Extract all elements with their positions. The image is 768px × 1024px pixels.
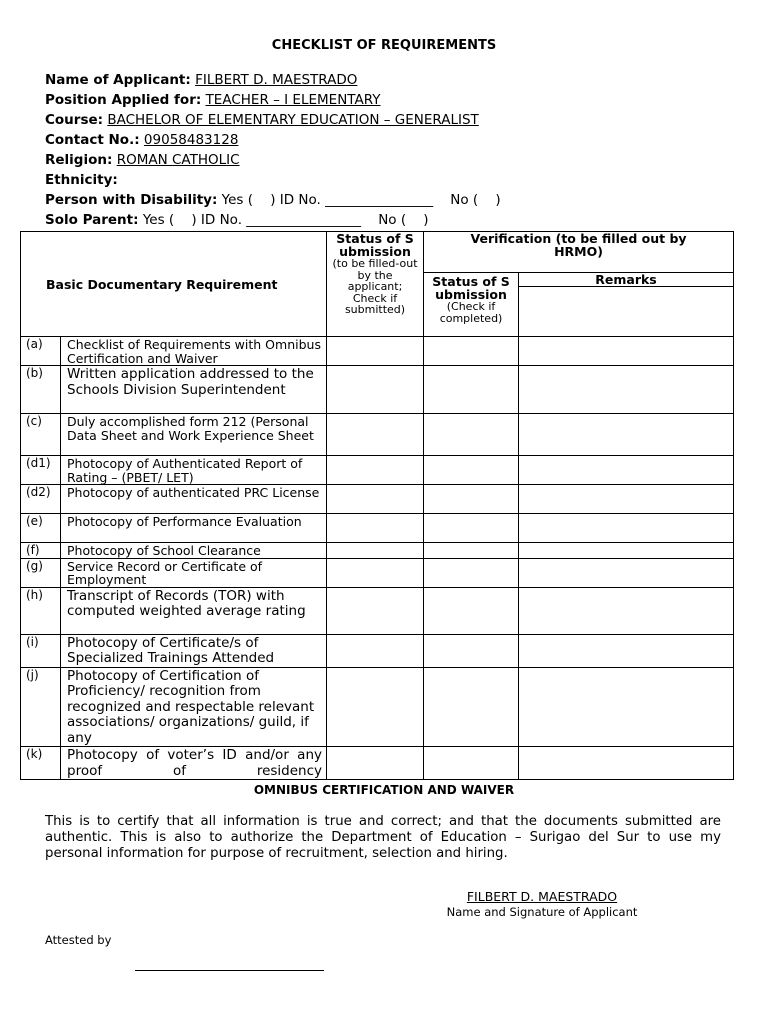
status-verified-cell[interactable] — [424, 456, 519, 485]
religion-label: Religion: — [45, 152, 113, 168]
pwd-row — [45, 190, 501, 210]
table-row — [21, 558, 734, 587]
status-verified-cell[interactable] — [424, 587, 519, 634]
page-title: CHECKLIST OF REQUIREMENTS — [271, 38, 497, 53]
row-requirement-text: Photocopy of voter’s ID and/or any proof of residency — [61, 747, 327, 780]
contact-row — [45, 130, 501, 150]
row-requirement-text: Written application addressed to the Schools Division Superintendent — [61, 366, 327, 414]
religion-value: ROMAN CATHOLIC — [116, 152, 240, 168]
course-row — [45, 110, 501, 130]
table-row — [21, 514, 734, 543]
contact-label: Contact No.: — [45, 132, 140, 148]
attested-signature-line — [135, 970, 324, 971]
status-applicant-cell[interactable] — [327, 456, 424, 485]
remarks-cell[interactable] — [519, 514, 734, 543]
table-row — [21, 414, 734, 456]
remarks-cell[interactable] — [519, 337, 734, 366]
header-status-note: (to be filled-out by the applicant; Check if submitted) — [332, 257, 418, 316]
remarks-cell[interactable] — [519, 543, 734, 559]
table-row — [21, 485, 734, 514]
status-applicant-cell[interactable] — [327, 514, 424, 543]
status-verified-cell[interactable] — [424, 337, 519, 366]
table-row — [21, 337, 734, 366]
row-requirement-text: Photocopy of Authenticated Report of Rating – (PBET/ LET) — [61, 456, 327, 485]
row-requirement-text: Photocopy of School Clearance — [61, 543, 327, 559]
status-applicant-cell[interactable] — [327, 366, 424, 414]
table-row — [21, 543, 734, 559]
remarks-cell[interactable] — [519, 366, 734, 414]
pwd-label: Person with Disability: — [45, 192, 218, 208]
header-remarks: Remarks — [519, 273, 733, 287]
row-requirement-text: Checklist of Requirements with Omnibus Certification and Waiver — [61, 337, 327, 366]
position-row — [45, 90, 501, 110]
status-applicant-cell[interactable] — [327, 587, 424, 634]
omnibus-title: OMNIBUS CERTIFICATION AND WAIVER — [253, 783, 515, 797]
status-verified-cell[interactable] — [424, 366, 519, 414]
row-letter: (d1) — [21, 456, 61, 485]
remarks-cell[interactable] — [519, 667, 734, 747]
solo-parent-text: Yes ( ) ID No. _________________ No ( ) — [142, 212, 429, 228]
table-row — [21, 366, 734, 414]
row-letter: (a) — [21, 337, 61, 366]
row-letter: (f) — [21, 543, 61, 559]
pwd-text: Yes ( ) ID No. ________________ No ( ) — [221, 192, 501, 208]
solo-parent-label: Solo Parent: — [45, 212, 139, 228]
remarks-cell — [519, 273, 734, 337]
signature-name: FILBERT D. MAESTRADO — [466, 889, 618, 904]
position-value: TEACHER – I ELEMENTARY — [205, 92, 381, 108]
header-verification — [424, 232, 734, 273]
name-label: Name of Applicant: — [45, 72, 191, 88]
verif-status-note: (Check if completed) — [439, 300, 503, 325]
row-letter: (b) — [21, 366, 61, 414]
header-verif-status — [424, 273, 519, 337]
row-letter: (j) — [21, 667, 61, 747]
status-verified-cell[interactable] — [424, 543, 519, 559]
header-basic-requirement: Basic Documentary Requirement — [21, 232, 327, 337]
remarks-cell[interactable] — [519, 485, 734, 514]
applicant-info — [45, 70, 501, 230]
status-verified-cell[interactable] — [424, 414, 519, 456]
contact-value: 09058483128 — [143, 132, 239, 148]
position-label: Position Applied for: — [45, 92, 202, 108]
name-value: FILBERT D. MAESTRADO — [195, 72, 358, 88]
row-letter: (k) — [21, 747, 61, 780]
status-applicant-cell[interactable] — [327, 667, 424, 747]
verif-status-bold: Status of Submission — [432, 274, 510, 302]
row-letter: (d2) — [21, 485, 61, 514]
table-row — [21, 587, 734, 634]
row-requirement-text: Service Record or Certificate of Employment — [61, 558, 327, 587]
requirements-table — [20, 231, 734, 780]
row-requirement-text: Duly accomplished form 212 (Personal Data Sheet and Work Experience Sheet — [61, 414, 327, 456]
status-applicant-cell[interactable] — [327, 414, 424, 456]
ethnicity-row — [45, 170, 501, 190]
course-label: Course: — [45, 112, 104, 128]
row-requirement-text: Transcript of Records (TOR) with computed weighted average rating — [61, 587, 327, 634]
row-letter: (h) — [21, 587, 61, 634]
status-applicant-cell[interactable] — [327, 558, 424, 587]
status-verified-cell[interactable] — [424, 667, 519, 747]
header-verification-text: Verification (to be filled out by HRMO) — [470, 231, 687, 259]
course-value: BACHELOR OF ELEMENTARY EDUCATION – GENERALIST — [107, 112, 479, 128]
status-verified-cell[interactable] — [424, 558, 519, 587]
row-letter: (i) — [21, 634, 61, 667]
status-applicant-cell[interactable] — [327, 543, 424, 559]
status-verified-cell[interactable] — [424, 514, 519, 543]
header-status-bold: Status of Submission — [336, 231, 414, 259]
row-requirement-text: Photocopy of Certification of Proficiency/ recognition from recognized and respectable relevant associations/ organizations/ guild, if any — [61, 667, 327, 747]
row-letter: (g) — [21, 558, 61, 587]
status-applicant-cell[interactable] — [327, 337, 424, 366]
omnibus-body: This is to certify that all information is true and correct; and that the documents submitted are authentic. This is also to authorize the Department of Education – Surigao del Sur to use my personal information for purpose of recruitment, selection and hiring. — [45, 814, 721, 861]
row-letter: (c) — [21, 414, 61, 456]
remarks-cell[interactable] — [519, 747, 734, 780]
religion-row — [45, 150, 501, 170]
remarks-cell[interactable] — [519, 414, 734, 456]
row-letter: (e) — [21, 514, 61, 543]
status-applicant-cell[interactable] — [327, 747, 424, 780]
status-verified-cell[interactable] — [424, 747, 519, 780]
name-row — [45, 70, 501, 90]
table-row — [21, 747, 734, 780]
row-requirement-text: Photocopy of Performance Evaluation — [61, 514, 327, 543]
header-status-applicant — [327, 232, 424, 337]
row-requirement-text: Photocopy of Certificate/s of Specialized Trainings Attended — [61, 634, 327, 667]
remarks-cell[interactable] — [519, 558, 734, 587]
status-applicant-cell[interactable] — [327, 485, 424, 514]
row-requirement-text: Photocopy of authenticated PRC License — [61, 485, 327, 514]
remarks-cell[interactable] — [519, 456, 734, 485]
table-row — [21, 634, 734, 667]
solo-parent-row — [45, 210, 501, 230]
attested-label: Attested by — [45, 933, 112, 947]
status-verified-cell[interactable] — [424, 485, 519, 514]
remarks-cell[interactable] — [519, 634, 734, 667]
status-verified-cell[interactable] — [424, 634, 519, 667]
signature-label: Name and Signature of Applicant — [446, 905, 638, 919]
remarks-cell[interactable] — [519, 587, 734, 634]
table-row — [21, 667, 734, 747]
table-row — [21, 456, 734, 485]
ethnicity-label: Ethnicity: — [45, 172, 118, 188]
status-applicant-cell[interactable] — [327, 634, 424, 667]
